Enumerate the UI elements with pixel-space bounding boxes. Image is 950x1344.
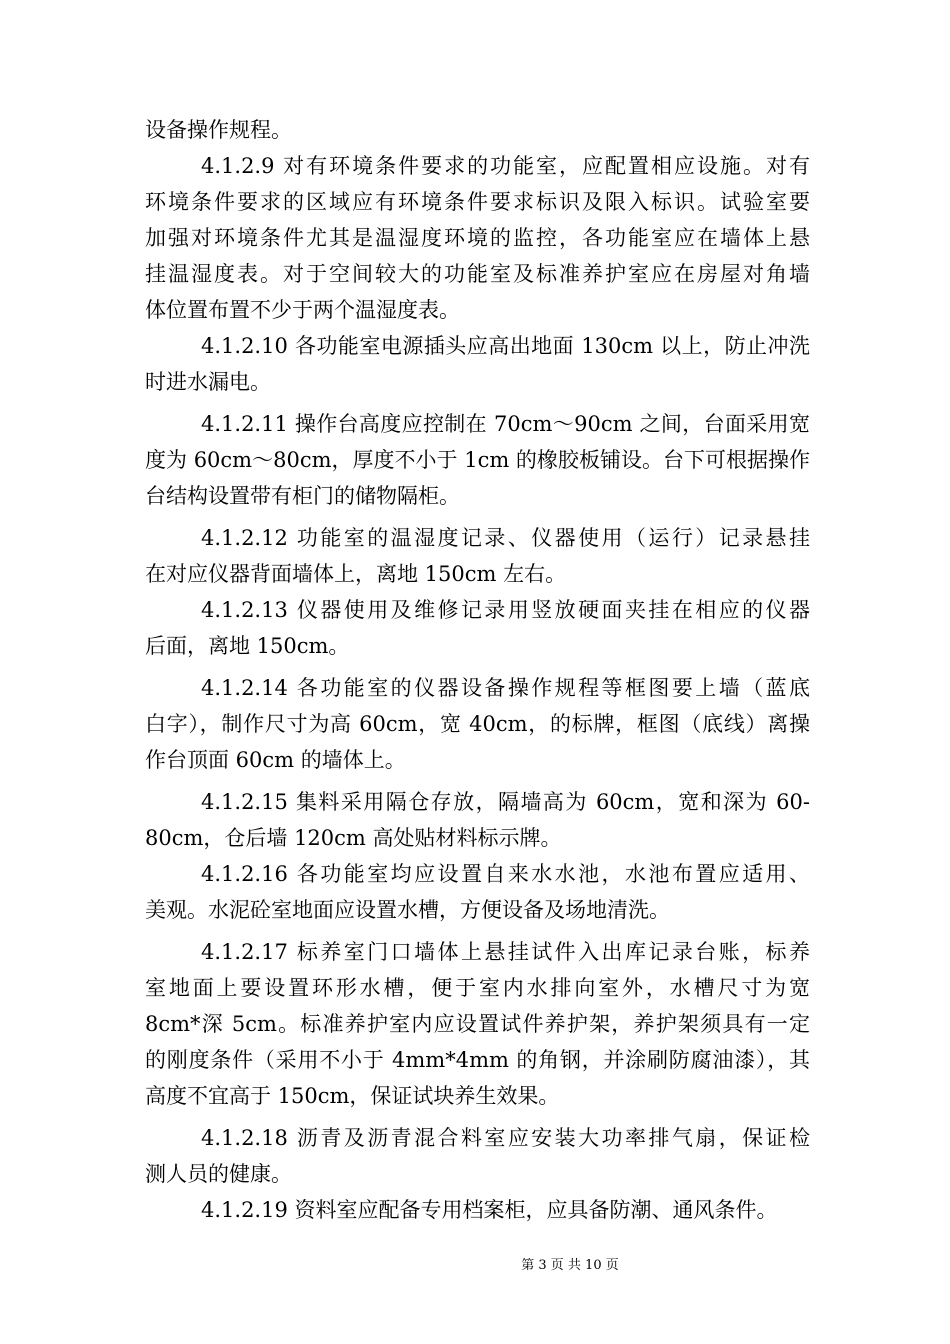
- text-line: 加强对环境条件尤其是温湿度环境的监控，各功能室应在墙体上悬: [145, 226, 810, 250]
- paragraph-4-1-2-19: [145, 1192, 810, 1228]
- paragraph-4-1-2-18: [145, 1120, 810, 1192]
- paragraph-4-1-2-17: [145, 934, 810, 1114]
- paragraph-4-1-2-16: [145, 856, 810, 928]
- text-line: 4.1.2.14 各功能室的仪器设备操作规程等框图要上墙（蓝底: [201, 676, 810, 700]
- page-number-footer: 第 3 页 共 10 页: [521, 1258, 619, 1273]
- text-line: 4.1.2.10 各功能室电源插头应高出地面 130cm 以上，防止冲洗: [201, 334, 810, 358]
- text-line: 设备操作规程。: [145, 118, 292, 142]
- text-line: 在对应仪器背面墙体上，离地 150cm 左右。: [145, 562, 567, 586]
- text-line: 4.1.2.19 资料室应配备专用档案柜，应具备防潮、通风条件。: [201, 1198, 778, 1222]
- paragraph-4-1-2-13: [145, 592, 810, 664]
- text-line: 美观。水泥砼室地面应设置水槽，方便设备及场地清洗。: [145, 898, 670, 922]
- paragraph-4-1-2-9: [145, 148, 810, 328]
- text-line: 4.1.2.16 各功能室均应设置自来水水池，水池布置应适用、: [201, 862, 810, 886]
- text-line: 挂温湿度表。对于空间较大的功能室及标准养护室应在房屋对角墙: [145, 262, 810, 286]
- text-line: 室地面上要设置环形水槽，便于室内水排向室外，水槽尺寸为宽: [145, 976, 810, 1000]
- paragraph-4-1-2-10: [145, 328, 810, 400]
- text-line: 作台顶面 60cm 的墙体上。: [145, 748, 406, 772]
- text-line: 度为 60cm～80cm，厚度不小于 1cm 的橡胶板铺设。台下可根据操作: [145, 448, 810, 472]
- text-line: 高度不宜高于 150cm，保证试块养生效果。: [145, 1084, 560, 1108]
- text-line: 8cm*深 5cm。标准养护室内应设置试件养护架，养护架须具有一定: [145, 1012, 810, 1036]
- paragraph-continuation: [145, 112, 810, 148]
- text-line: 4.1.2.17 标养室门口墙体上悬挂试件入出库记录台账，标养: [201, 940, 810, 964]
- paragraph-4-1-2-14: [145, 670, 810, 778]
- text-line: 体位置布置不少于两个温湿度表。: [145, 298, 460, 322]
- text-line: 4.1.2.12 功能室的温湿度记录、仪器使用（运行）记录悬挂: [201, 526, 810, 550]
- text-line: 台结构设置带有柜门的储物隔柜。: [145, 484, 460, 508]
- text-line: 4.1.2.18 沥青及沥青混合料室应安装大功率排气扇，保证检: [201, 1126, 810, 1150]
- text-line: 环境条件要求的区域应有环境条件要求标识及限入标识。试验室要: [145, 190, 810, 214]
- document-body: [145, 112, 810, 1228]
- text-line: 4.1.2.13 仪器使用及维修记录用竖放硬面夹挂在相应的仪器: [201, 598, 810, 622]
- paragraph-4-1-2-12: [145, 520, 810, 592]
- text-line: 的刚度条件（采用不小于 4mm*4mm 的角钢，并涂刷防腐油漆），其: [145, 1048, 810, 1072]
- text-line: 4.1.2.9 对有环境条件要求的功能室，应配置相应设施。对有: [201, 154, 810, 178]
- text-line: 后面，离地 150cm。: [145, 634, 350, 658]
- text-line: 测人员的健康。: [145, 1162, 292, 1186]
- text-line: 白字），制作尺寸为高 60cm，宽 40cm，的标牌，框图（底线）离操: [145, 712, 810, 736]
- text-line: 80cm，仓后墙 120cm 高处贴材料标示牌。: [145, 826, 562, 850]
- text-line: 4.1.2.15 集料采用隔仓存放，隔墙高为 60cm，宽和深为 60-: [201, 790, 810, 814]
- paragraph-4-1-2-11: [145, 406, 810, 514]
- text-line: 时进水漏电。: [145, 370, 271, 394]
- paragraph-4-1-2-15: [145, 784, 810, 856]
- text-line: 4.1.2.11 操作台高度应控制在 70cm～90cm 之间，台面采用宽: [201, 412, 810, 436]
